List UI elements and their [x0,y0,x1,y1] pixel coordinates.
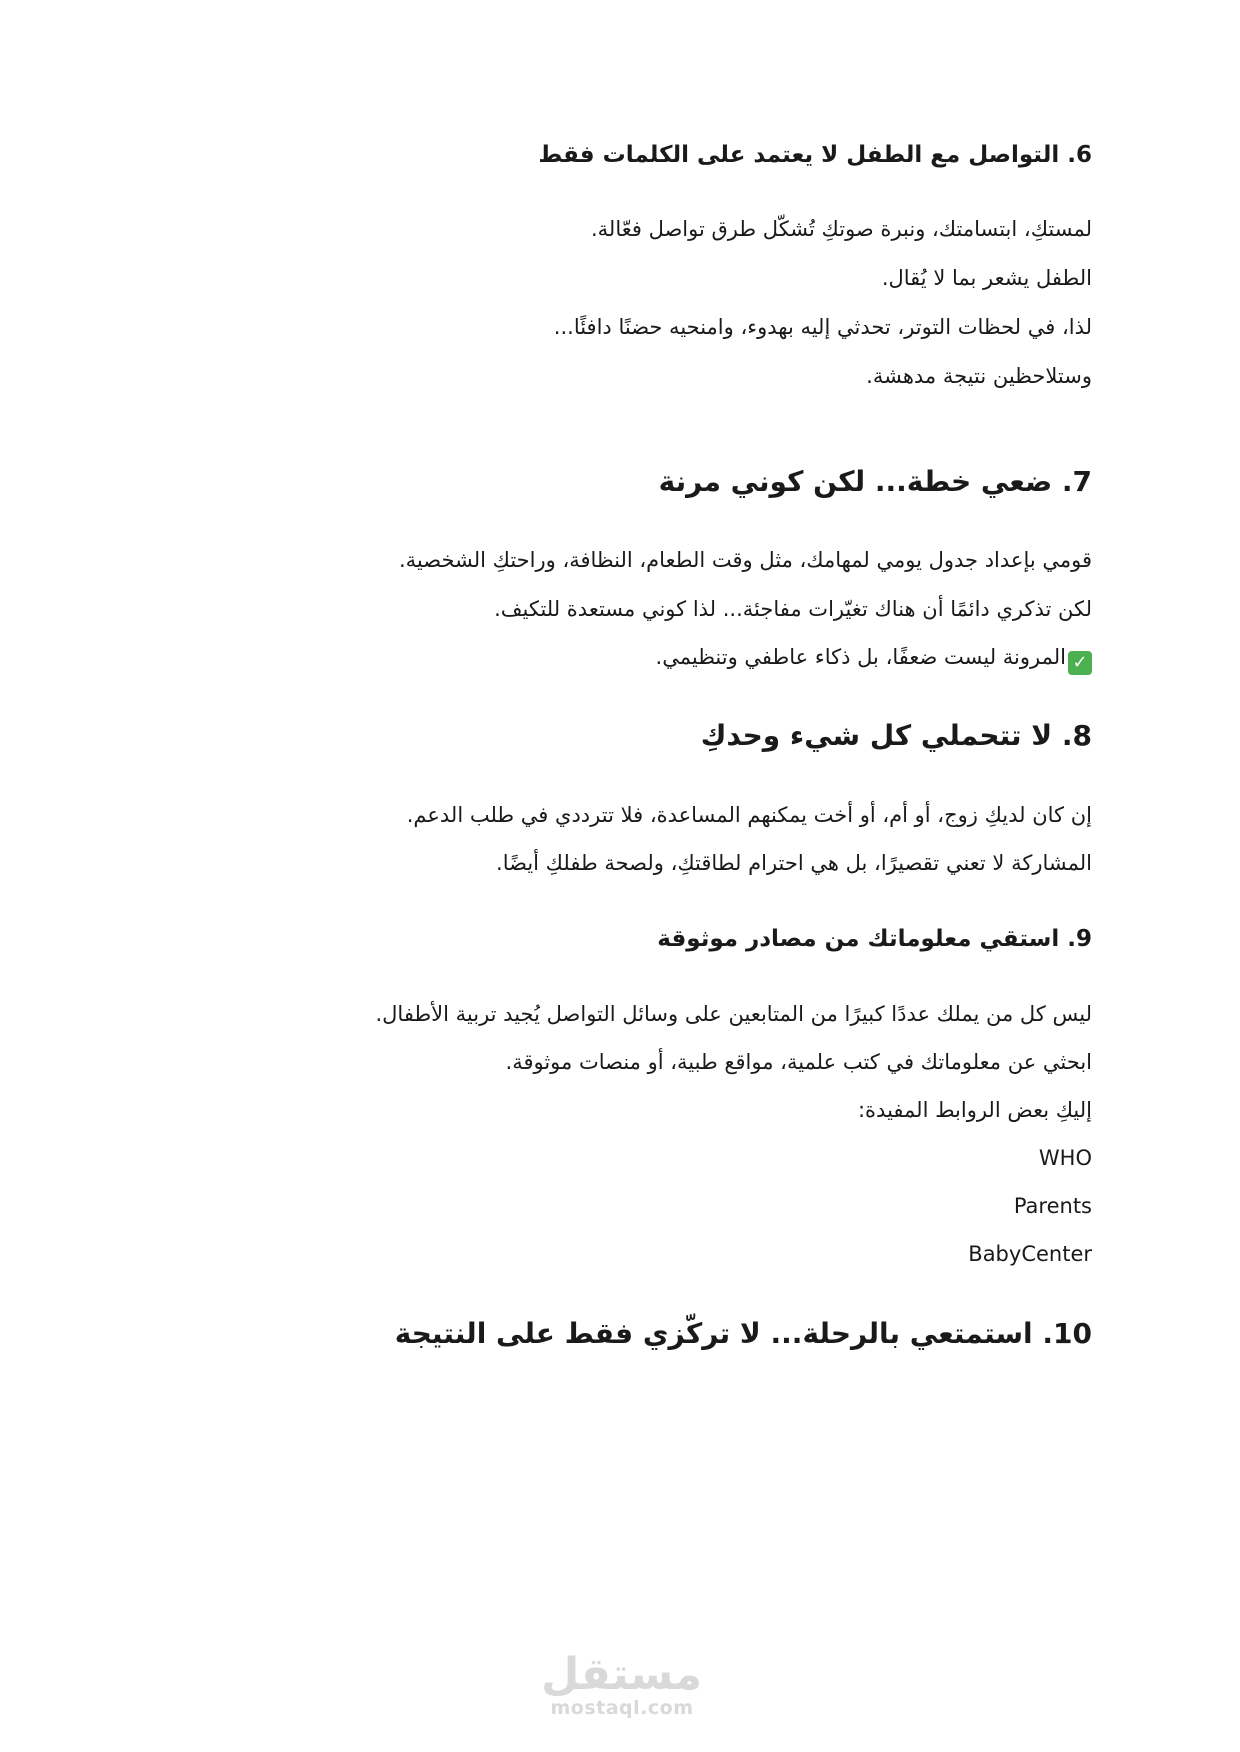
section-10-number: 10. [1042,1317,1092,1350]
section-7-check-text: المرونة ليست ضعفًا، بل ذكاء عاطفي وتنظيمي. [655,645,1066,669]
section-10 [212,1316,1092,1352]
section-6-number: 6. [1067,142,1092,168]
section-7-heading [212,464,1092,500]
section-8-number: 8. [1061,719,1092,752]
section-6-title: التواصل مع الطفل لا يعتمد على الكلمات فقط [538,142,1060,168]
section-7-line-2: لكن تذكري دائمًا أن هناك تغيّرات مفاجئة... لذا كوني مستعدة للتكيف. [494,597,1092,621]
watermark-logo: مستقل [541,1649,702,1700]
section-6-line-3: لذا، في لحظات التوتر، تحدثي إليه بهدوء، وامنحيه حضنًا دافئًا... [553,315,1092,339]
link-who[interactable]: WHO [1038,1146,1092,1170]
section-8 [212,718,1092,754]
section-6-line-4: وستلاحظين نتيجة مدهشة. [866,364,1092,388]
watermark-url: mostaql.com [550,1697,694,1719]
section-7-line-1: قومي بإعداد جدول يومي لمهامك، مثل وقت الطعام، النظافة، وراحتكِ الشخصية. [398,548,1092,572]
check-mark-icon: ✓ [1068,651,1092,675]
section-7-title: ضعي خطة... لكن كوني مرنة [658,465,1053,498]
section-10-title: استمتعي بالرحلة... لا تركّزي فقط على النتيجة [394,1317,1033,1350]
section-8-title: لا تتحملي كل شيء وحدكِ [700,719,1053,752]
section-7 [212,464,1092,500]
section-8-line-1: إن كان لديكِ زوج، أو أم، أو أخت يمكنهم المساعدة، فلا تترددي في طلب الدعم. [406,803,1092,827]
section-9-line-2: ابحثي عن معلوماتك في كتب علمية، مواقع طبية، أو منصات موثوقة. [505,1050,1092,1074]
section-6-heading [212,140,1092,170]
link-parents[interactable]: Parents [1013,1194,1092,1218]
section-7-check-line [656,643,1092,675]
section-6 [212,140,1092,170]
section-6-line-2: الطفل يشعر بما لا يُقال. [881,266,1092,290]
section-9-number: 9. [1067,926,1092,952]
section-6-line-1: لمستكِ، ابتسامتك، ونبرة صوتكِ تُشكّل طرق تواصل فعّالة. [591,217,1092,241]
section-9-title: استقي معلوماتك من مصادر موثوقة [657,926,1060,952]
section-8-line-2: المشاركة لا تعني تقصيرًا، بل هي احترام لطاقتكِ، ولصحة طفلكِ أيضًا. [496,851,1092,875]
section-9-line-3: إليكِ بعض الروابط المفيدة: [857,1098,1092,1122]
section-10-heading [212,1316,1092,1352]
section-9 [212,924,1092,954]
mostaql-watermark [541,1649,702,1719]
link-babycenter[interactable]: BabyCenter [968,1242,1092,1266]
section-9-heading [212,924,1092,954]
section-8-heading [212,718,1092,754]
section-7-number: 7. [1061,465,1092,498]
section-9-line-1: ليس كل من يملك عددًا كبيرًا من المتابعين على وسائل التواصل يُجيد تربية الأطفال. [375,1002,1092,1026]
